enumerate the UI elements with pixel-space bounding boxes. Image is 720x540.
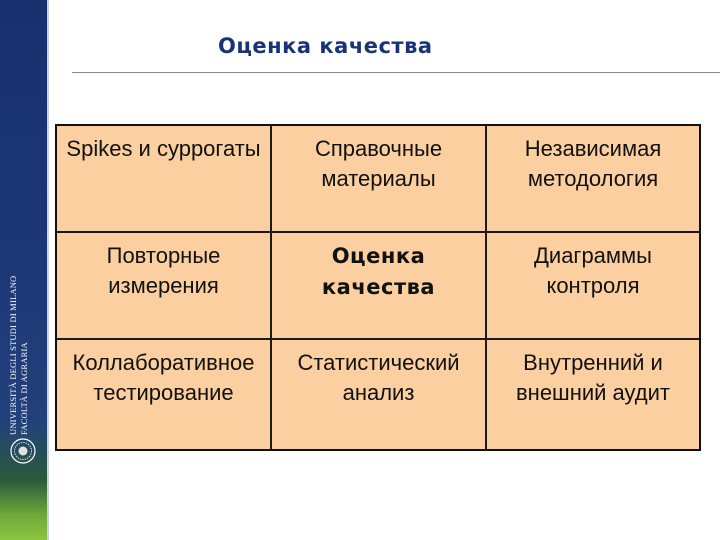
faculty-name: FACOLTÀ DI AGRARIA — [19, 342, 29, 435]
grid-cell: Повторные измерения — [57, 233, 272, 340]
title-divider — [72, 72, 720, 73]
grid-center-cell: Оценка качества — [272, 233, 487, 340]
sidebar-divider — [47, 0, 49, 540]
grid-cell: Справочные материалы — [272, 126, 487, 233]
grid-cell: Внутренний и внешний аудит — [487, 340, 699, 449]
grid-cell: Диаграммы контроля — [487, 233, 699, 340]
quality-grid — [55, 124, 701, 451]
university-name: UNIVERSITÀ DEGLI STUDI DI MILANO — [8, 275, 18, 435]
university-seal-icon — [10, 438, 36, 464]
grid-cell: Независимая методология — [487, 126, 699, 233]
slide-title: Оценка качества — [218, 34, 433, 58]
university-caption — [8, 276, 30, 435]
grid-cell: Коллаборативное тестирование — [57, 340, 272, 449]
grid-cell: Spikes и суррогаты — [57, 126, 272, 233]
grid-cell: Статистический анализ — [272, 340, 487, 449]
